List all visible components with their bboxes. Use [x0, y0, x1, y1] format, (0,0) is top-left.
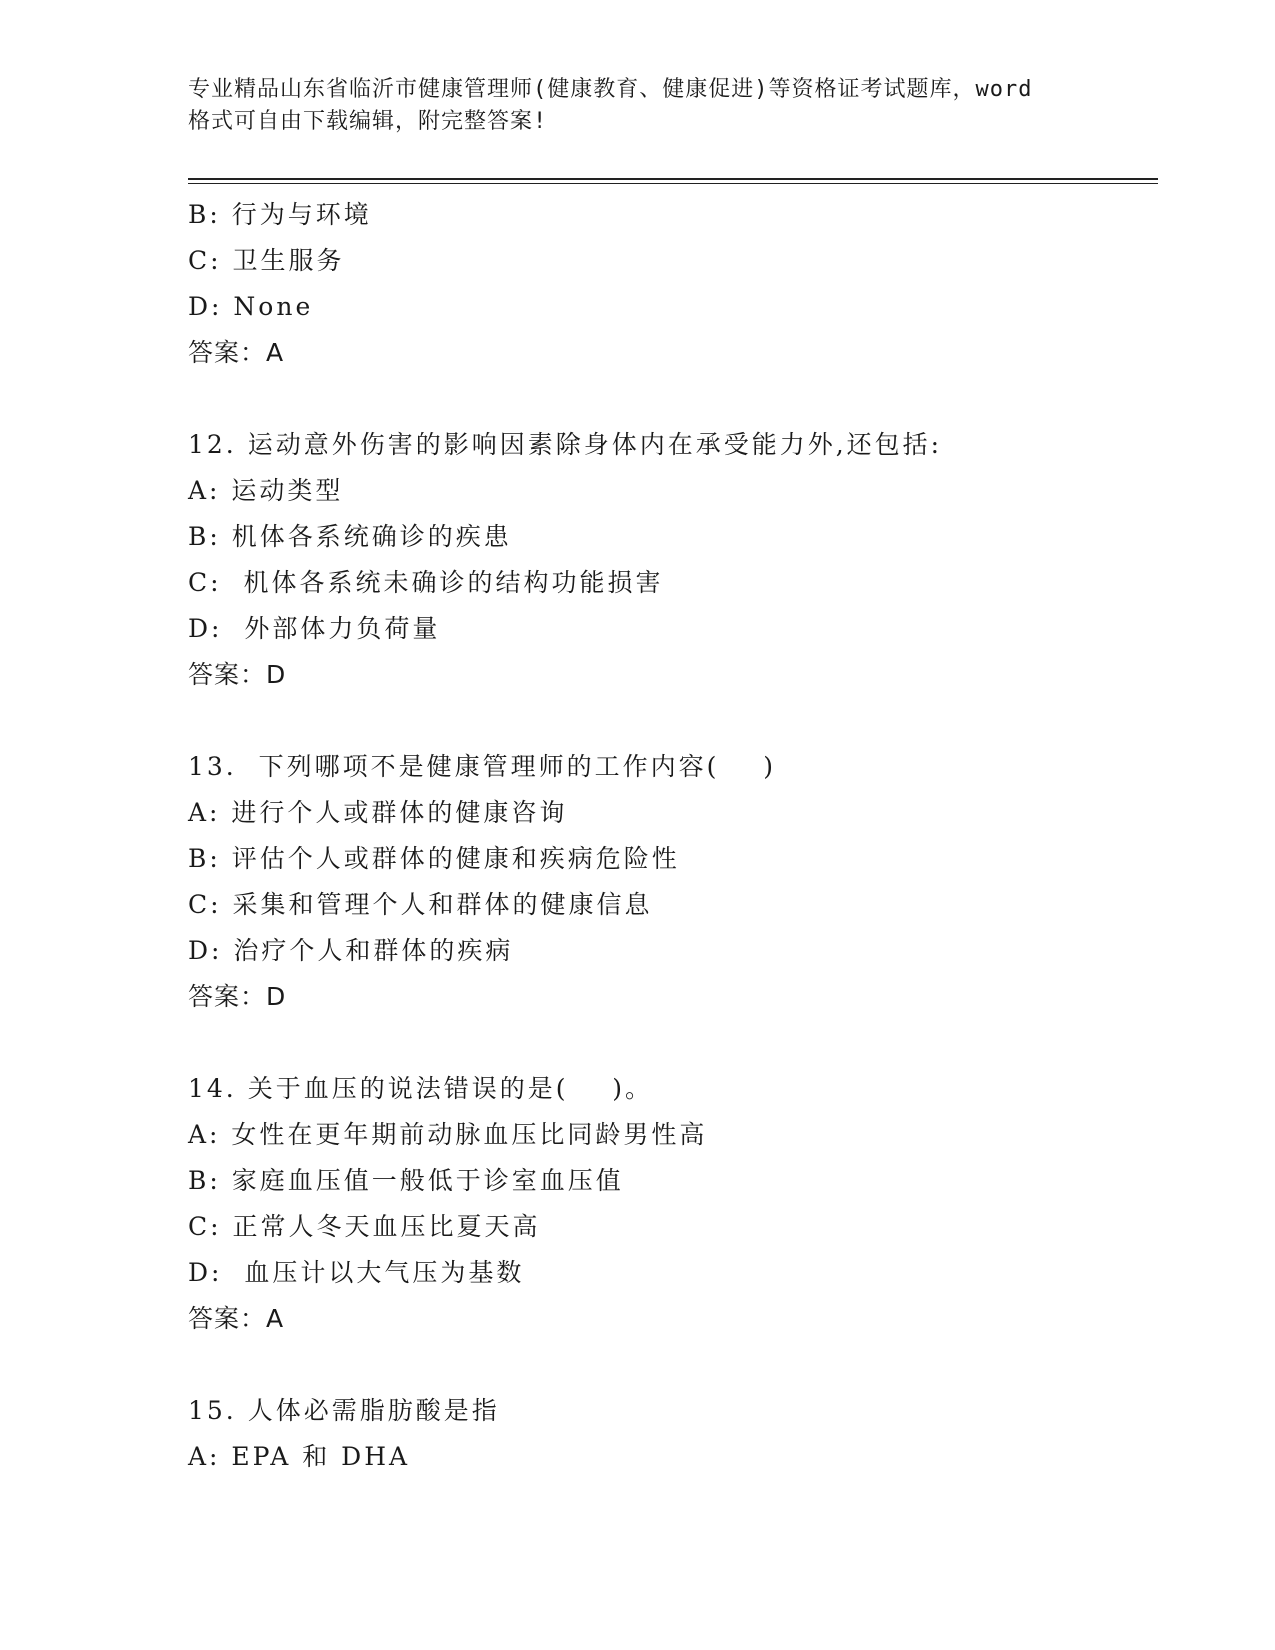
spacer — [188, 376, 1158, 422]
option-a: A: 进行个人或群体的健康咨询 — [188, 798, 568, 827]
option-a: A: 运动类型 — [188, 476, 344, 505]
option-d: D: 治疗个人和群体的疾病 — [188, 936, 514, 965]
answer-line: 答案：A — [188, 1304, 285, 1333]
option-b: B: 家庭血压值一般低于诊室血压值 — [188, 1166, 624, 1195]
option-d: D: None — [188, 292, 314, 321]
option-c: C: 卫生服务 — [188, 246, 345, 275]
answer-line: 答案：D — [188, 982, 287, 1011]
option-b: B: 行为与环境 — [188, 200, 372, 229]
header-divider-thick — [188, 178, 1158, 180]
answer-line: 答案：A — [188, 338, 285, 367]
option-d: D: 外部体力负荷量 — [188, 614, 441, 643]
option-d: D: 血压计以大气压为基数 — [188, 1258, 525, 1287]
header-line-1: 专业精品山东省临沂市健康管理师(健康教育、健康促进)等资格证考试题库，word — [188, 77, 1033, 102]
document-header — [188, 74, 1118, 138]
question-15 — [188, 1388, 1158, 1480]
question-list — [188, 192, 1158, 1480]
answer-line: 答案：D — [188, 660, 287, 689]
spacer — [188, 698, 1158, 744]
header-line-2: 格式可自由下载编辑，附完整答案! — [188, 109, 548, 134]
question-13 — [188, 744, 1158, 1020]
question-stem: 13. 下列哪项不是健康管理师的工作内容( ) — [188, 752, 776, 781]
option-c: C: 机体各系统未确诊的结构功能损害 — [188, 568, 664, 597]
option-b: B: 评估个人或群体的健康和疾病危险性 — [188, 844, 680, 873]
question-stem: 14. 关于血压的说法错误的是( )。 — [188, 1074, 654, 1103]
question-14 — [188, 1066, 1158, 1342]
option-c: C: 采集和管理个人和群体的健康信息 — [188, 890, 653, 919]
question-stem: 15. 人体必需脂肪酸是指 — [188, 1396, 500, 1425]
option-c: C: 正常人冬天血压比夏天高 — [188, 1212, 541, 1241]
option-a: A: 女性在更年期前动脉血压比同龄男性高 — [188, 1120, 708, 1149]
question-12 — [188, 422, 1158, 698]
spacer — [188, 1020, 1158, 1066]
option-b: B: 机体各系统确诊的疾患 — [188, 522, 512, 551]
question-11-tail — [188, 192, 1158, 376]
question-stem: 12. 运动意外伤害的影响因素除身体内在承受能力外,还包括: — [188, 430, 943, 459]
spacer — [188, 1342, 1158, 1388]
header-divider-thin — [188, 183, 1158, 184]
option-a: A: EPA 和 DHA — [188, 1442, 411, 1471]
